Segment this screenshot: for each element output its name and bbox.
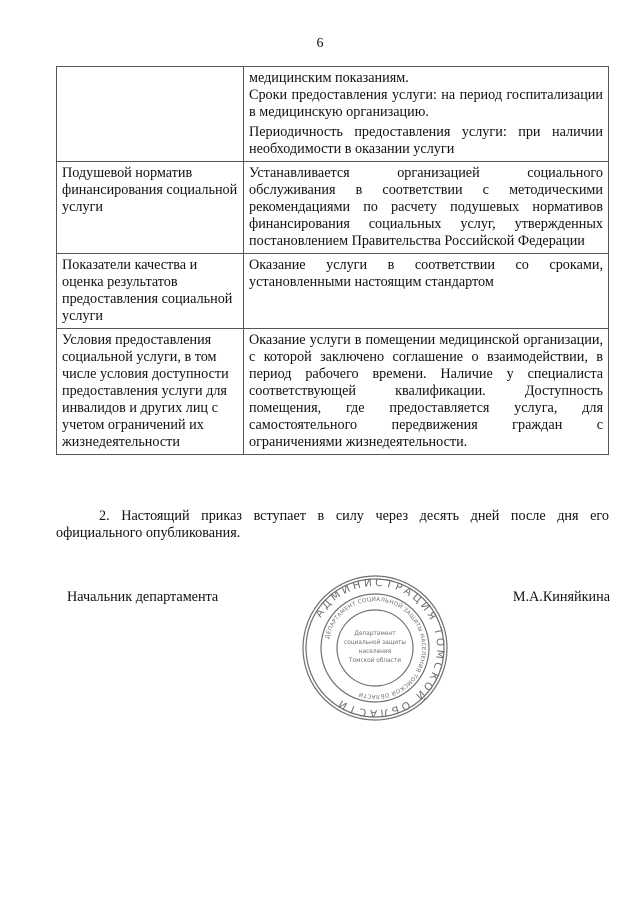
row-content-cell (244, 67, 609, 162)
row-label-cell: Условия предоставления социальной услуги, в том числе условия доступности предоставления услуги для инвалидов и других лиц с учетом ограничений их жизнедеятельности (57, 329, 244, 455)
row-paragraph: Периодичность предоставления услуги: при наличии необходимости в оказании услуги (249, 124, 603, 157)
row-label-cell: Показатели качества и оценка результатов предоставления социальной услуги (57, 254, 244, 329)
effective-date-clause: 2. Настоящий приказ вступает в силу через десять дней после дня его официального опубликования. (56, 508, 609, 541)
row-content-cell (244, 162, 609, 254)
stamp-center-line: населения (358, 649, 392, 655)
row-label-cell (57, 67, 244, 162)
signatory-position: Начальник департамента (67, 589, 219, 605)
service-standard-table (56, 66, 609, 455)
stamp-center-line: Томской области (348, 658, 402, 664)
row-content-cell (244, 329, 609, 455)
table-row (57, 254, 609, 329)
signatory-name: М.А.Киняйкина (512, 589, 610, 605)
svg-text:ДЕПАРТАМЕНТ СОЦИАЛЬНОЙ ЗАЩИТЫ (325, 597, 426, 699)
table-row (57, 162, 609, 254)
page-number: 6 (316, 36, 324, 51)
stamp-outer-text: АДМИНИСТРАЦИЯ ТОМСКОЙ ОБЛАСТИ (312, 576, 447, 720)
row-paragraph: медицинским показаниям. (249, 70, 409, 86)
table-row (57, 329, 609, 455)
row-content-cell (244, 254, 609, 329)
table-row (57, 67, 609, 162)
official-seal-stamp (300, 573, 450, 723)
row-paragraph: Оказание услуги в помещении медицинской организации, с которой заключено соглашение о взаимодействии, в период рабочего времени. Наличие у специалиста соответствующей квалификации. Доступность помещения, где предоставляется услуга, для самостоятельного передвижения граждан с ограничениями жизнедеятельности. (249, 332, 603, 450)
stamp-center-line: социальной защиты (344, 640, 406, 646)
row-paragraph: Сроки предоставления услуги: на период госпитализации в медицинскую организацию. (249, 87, 603, 120)
stamp-inner-text: ДЕПАРТАМЕНТ СОЦИАЛЬНОЙ ЗАЩИТЫ НАСЕЛЕНИЯ ТОМСКОЙ ОБЛАСТИ (324, 596, 427, 700)
stamp-center-line: Департамент (354, 631, 396, 637)
row-paragraph: Оказание услуги в соответствии со сроками, установленными настоящим стандартом (249, 257, 603, 290)
row-paragraph: Устанавливается организацией социального обслуживания в соответствии с методическими рекомендациями по расчету подушевых нормативов финансирования социальных услуг, утвержденных постановлением Правительства Российской Федерации (249, 165, 603, 249)
row-label-cell: Подушевой норматив финансирования социальной услуги (57, 162, 244, 254)
